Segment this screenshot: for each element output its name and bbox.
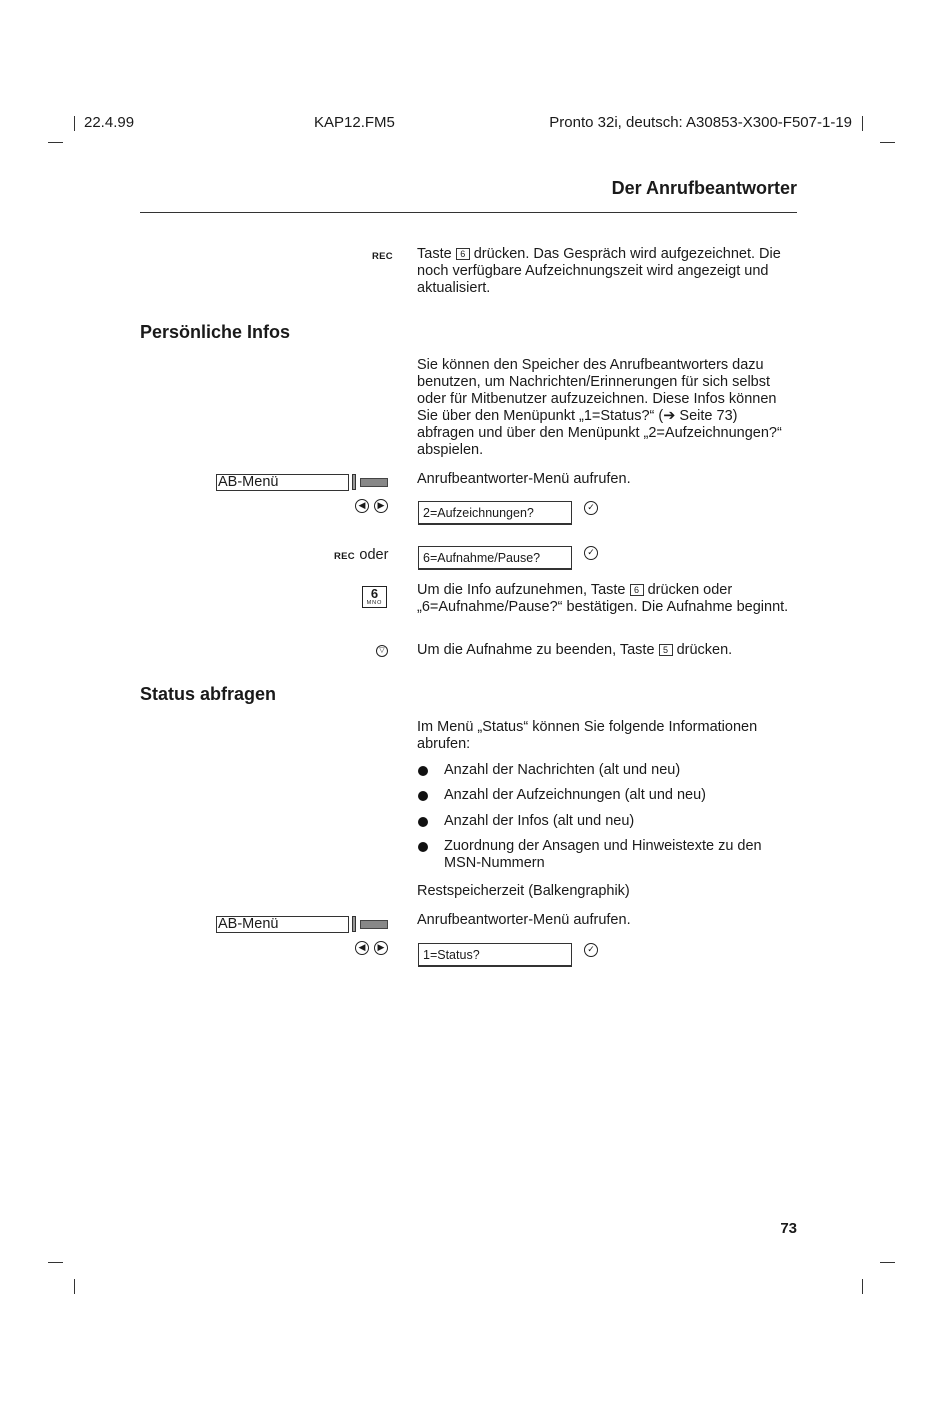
bullet-icon (418, 766, 428, 776)
rec-key-label: REC (372, 251, 393, 262)
key-6-icon: 6 (630, 584, 644, 596)
crop-mark (74, 116, 75, 131)
bullet-icon (418, 842, 428, 852)
checkmark-circle-icon[interactable]: ✓ (584, 943, 598, 957)
crop-mark (74, 1279, 75, 1294)
display-aufzeichnungen: 2=Aufzeichnungen? (418, 501, 572, 525)
header-file: KAP12.FM5 (314, 114, 395, 131)
checkmark-circle-icon[interactable]: ✓ (584, 546, 598, 560)
left-arrow-key-icon[interactable]: ◀ (355, 941, 369, 955)
rec-key-label: REC (334, 551, 355, 562)
right-arrow-key-icon[interactable]: ▶ (374, 499, 388, 513)
header-date: 22.4.99 (84, 114, 135, 131)
section-title-status-abfragen: Status abfragen (140, 684, 277, 704)
display-status: 1=Status? (418, 943, 572, 967)
softkey-indicator (352, 916, 356, 932)
crop-mark (862, 1279, 863, 1294)
list-item: Zuordnung der Ansagen und Hinweistexte zu den MSN-Nummern (444, 838, 762, 871)
key-6-icon: 6 (456, 248, 470, 260)
softkey-step-text: Anrufbeantworter-Menü aufrufen. (417, 912, 631, 928)
section1-intro: Sie können den Speicher des Anrufbeantworters dazu benutzen, um Nachrichten/Erinnerungen für sich selbst oder für Mitbenutzer aufzuzeichnen. Diese Infos können Sie über den Menüpunkt „1=Status?“ (➔ Seite 73) abfragen und über den Menüpunkt „2=Aufzeichnungen?“ abspielen. (417, 357, 782, 458)
softkey-ab-menu-label: AB-Menü (216, 916, 349, 933)
crop-mark (48, 1262, 63, 1263)
header-rule (140, 212, 797, 213)
rest-text: Restspeicherzeit (Balkengraphik) (417, 883, 630, 899)
softkey-ab-menu-label: AB-Menü (216, 474, 349, 491)
crop-mark (880, 142, 895, 143)
page-number: 73 (780, 1220, 797, 1237)
bullet-icon (418, 817, 428, 827)
list-item: Anzahl der Infos (alt und neu) (444, 813, 635, 829)
crop-mark (880, 1262, 895, 1263)
stop-step-text: Um die Aufnahme zu beenden, Taste 5 drücken. (417, 642, 733, 658)
header-product: Pronto 32i, deutsch: A30853-X300-F507-1-19 (549, 114, 852, 131)
rec-step-text: Taste 6 drücken. Das Gespräch wird aufgezeichnet. Die noch verfügbare Aufzeichnungszeit wird angezeigt und aktualisiert. (417, 246, 781, 296)
softkey-button[interactable] (360, 920, 388, 929)
stop-key-icon[interactable]: ▽ (376, 645, 388, 657)
checkmark-circle-icon[interactable]: ✓ (584, 501, 598, 515)
section-title-persoenliche-infos: Persönliche Infos (140, 322, 291, 342)
rec-oder-line: REC oder (334, 547, 389, 563)
softkey-step-text: Anrufbeantworter-Menü aufrufen. (417, 471, 631, 487)
left-arrow-key-icon[interactable]: ◀ (355, 499, 369, 513)
list-item: Anzahl der Aufzeichnungen (alt und neu) (444, 787, 706, 803)
display-aufnahme-pause: 6=Aufnahme/Pause? (418, 546, 572, 570)
crop-mark (48, 142, 63, 143)
softkey-button[interactable] (360, 478, 388, 487)
list-item: Anzahl der Nachrichten (alt und neu) (444, 762, 681, 778)
key-5-icon: 5 (659, 644, 673, 656)
section2-intro: Im Menü „Status“ können Sie folgende Informationen abrufen: (417, 719, 758, 752)
bullet-icon (418, 791, 428, 801)
right-arrow-key-icon[interactable]: ▶ (374, 941, 388, 955)
chapter-title: Der Anrufbeantworter (611, 178, 797, 198)
softkey-indicator (352, 474, 356, 490)
record-step-text: Um die Info aufzunehmen, Taste 6 drücken oder „6=Aufnahme/Pause?“ bestätigen. Die Aufnahme beginnt. (417, 582, 789, 615)
key-6-icon[interactable]: 6 MNO (362, 586, 387, 608)
crop-mark (862, 116, 863, 131)
